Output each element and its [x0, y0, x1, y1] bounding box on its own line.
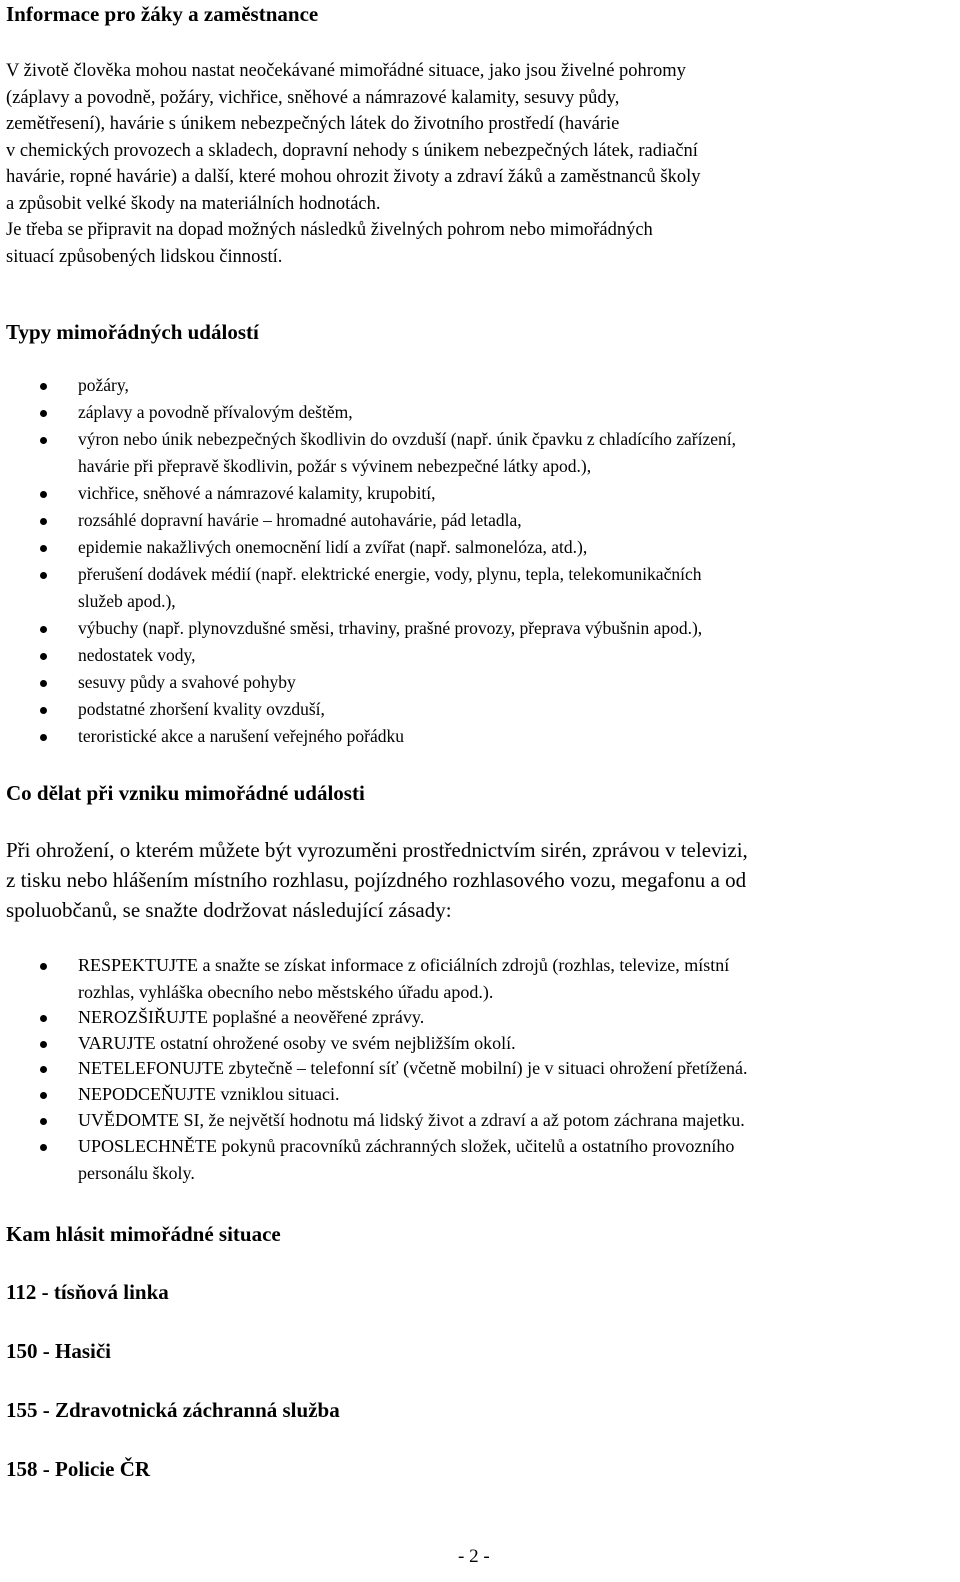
section-heading-report: Kam hlásit mimořádné situace	[6, 1222, 281, 1246]
bullet-icon	[40, 680, 47, 687]
bullet-icon	[40, 1066, 47, 1073]
bullet-icon	[40, 1041, 47, 1048]
bullet-icon	[40, 653, 47, 660]
bullet-icon	[40, 1118, 47, 1125]
list-item-text: podstatné zhoršení kvality ovzduší,	[78, 699, 325, 719]
list-item-text: teroristické akce a narušení veřejného pořádku	[78, 726, 405, 746]
list-item-text: vichřice, sněhové a námrazové kalamity, krupobití,	[78, 483, 436, 503]
intro-line: (záplavy a povodně, požáry, vichřice, sněhové a námrazové kalamity, sesuvy půdy,	[6, 87, 620, 108]
bullet-icon	[40, 1144, 47, 1151]
actions-intro-line: Při ohrožení, o kterém můžete být vyrozuměni prostřednictvím sirén, zprávou v televizi,	[6, 838, 748, 862]
list-item-text: výron nebo únik nebezpečných škodlivin do ovzduší (např. únik čpavku z chladícího zařízení,	[78, 429, 736, 449]
actions-intro-line: spoluobčanů, se snažte dodržovat následující zásady:	[6, 898, 452, 922]
bullet-icon	[40, 545, 47, 552]
bullet-icon	[40, 572, 47, 579]
list-item-text: personálu školy.	[78, 1163, 195, 1183]
list-item-text: sesuvy půdy a svahové pohyby	[78, 672, 296, 692]
list-item-text: UPOSLECHNĚTE pokynů pracovníků záchranných složek, učitelů a ostatního provozního	[78, 1136, 735, 1156]
bullet-icon	[40, 491, 47, 498]
emergency-number-firefighters: 150 - Hasiči	[6, 1339, 111, 1363]
list-item-text: přerušení dodávek médií (např. elektrické energie, vody, plynu, tepla, telekomunikačních	[78, 564, 702, 584]
list-item-text: rozhlas, vyhláška obecního nebo městského úřadu apod.).	[78, 982, 494, 1002]
bullet-icon	[40, 707, 47, 714]
bullet-icon	[40, 626, 47, 633]
intro-line: a způsobit velké škody na materiálních hodnotách.	[6, 193, 381, 214]
intro-line: v chemických provozech a skladech, dopravní nehody s únikem nebezpečných látek, radiační	[6, 140, 698, 161]
section-heading-types: Typy mimořádných událostí	[6, 320, 259, 344]
list-item-text: havárie při přepravě škodlivin, požár s vývinem nebezpečné látky apod.),	[78, 456, 592, 476]
intro-paragraph	[6, 58, 701, 270]
list-item-text: NEROZŠIŘUJTE poplašné a neověřené zprávy.	[78, 1007, 425, 1027]
actions-intro-line: z tisku nebo hlášením místního rozhlasu, pojízdného rozhlasového vozu, megafonu a od	[6, 868, 747, 892]
bullet-icon	[40, 963, 47, 970]
list-item-text: RESPEKTUJTE a snažte se získat informace z oficiálních zdrojů (rozhlas, televize, místní	[78, 955, 730, 975]
list-item-text: NEPODCEŇUJTE vzniklou situaci.	[78, 1084, 340, 1104]
intro-line: V životě člověka mohou nastat neočekávané mimořádné situace, jako jsou živelné pohromy	[6, 61, 686, 81]
list-item-text: rozsáhlé dopravní havárie – hromadné autohavárie, pád letadla,	[78, 510, 522, 530]
section-heading-actions: Co dělat při vzniku mimořádné události	[6, 781, 365, 805]
emergency-number-police: 158 - Policie ČR	[6, 1457, 151, 1481]
bullet-icon	[40, 1015, 47, 1022]
intro-line: Je třeba se připravit na dopad možných následků živelných pohrom nebo mimořádných	[6, 220, 653, 240]
bullet-icon	[40, 383, 47, 390]
intro-line: havárie, ropné havárie) a další, které mohou ohrozit životy a zdraví žáků a zaměstnanců školy	[6, 167, 701, 187]
bullet-icon	[40, 518, 47, 525]
list-item-text: výbuchy (např. plynovzdušné směsi, trhaviny, prašné provozy, přeprava výbušnin apod.),	[78, 618, 703, 638]
page-number: - 2 -	[458, 1546, 490, 1567]
intro-line: situací způsobených lidskou činností.	[6, 246, 283, 267]
bullet-icon	[40, 734, 47, 741]
document-title: Informace pro žáky a zaměstnance	[6, 2, 319, 26]
bullet-icon	[40, 1092, 47, 1099]
bullet-icon	[40, 410, 47, 417]
list-item-text: NETELEFONUJTE zbytečně – telefonní síť (včetně mobilní) je v situaci ohrožení přetížená.	[78, 1058, 748, 1078]
intro-line: zemětřesení), havárie s únikem nebezpečných látek do životního prostředí (havárie	[6, 114, 620, 134]
list-item-text: služeb apod.),	[78, 591, 176, 611]
list-item-text: epidemie nakažlivých onemocnění lidí a zvířat (např. salmonelóza, atd.),	[78, 537, 588, 557]
bullet-icon	[40, 437, 47, 444]
emergency-number-ambulance: 155 - Zdravotnická záchranná služba	[6, 1398, 340, 1422]
list-item-text: záplavy a povodně přívalovým deštěm,	[78, 402, 353, 422]
emergency-number-fire-rescue: 112 - tísňová linka	[6, 1280, 169, 1304]
actions-intro-paragraph	[6, 835, 748, 925]
list-item-text: VARUJTE ostatní ohrožené osoby ve svém nejbližším okolí.	[78, 1033, 516, 1053]
list-item-text: nedostatek vody,	[78, 645, 196, 665]
list-item-text: UVĚDOMTE SI, že největší hodnotu má lidský život a zdraví a až potom záchrana majetku.	[78, 1110, 745, 1130]
list-item-text: požáry,	[78, 375, 129, 395]
